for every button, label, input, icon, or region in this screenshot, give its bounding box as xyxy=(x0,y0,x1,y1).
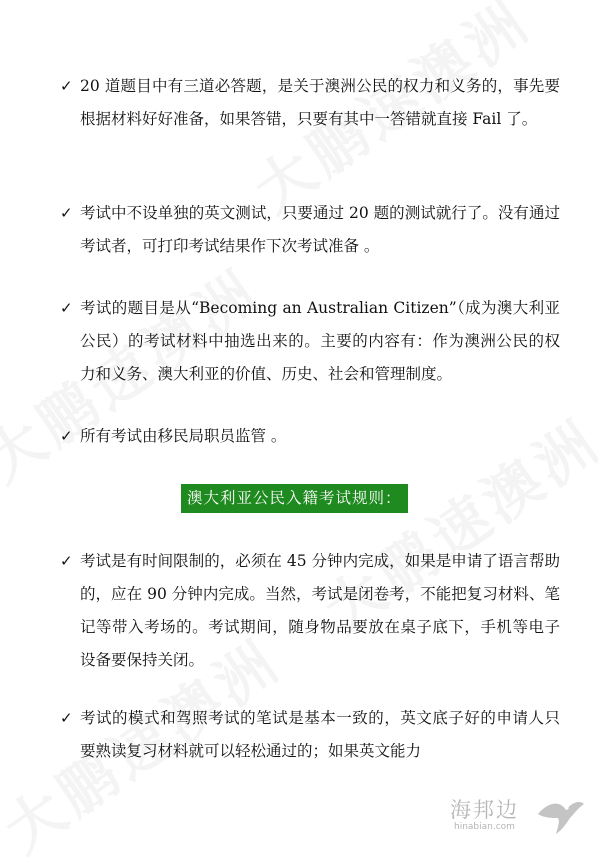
checkmark-icon: ✓ xyxy=(60,709,73,727)
bullet-item xyxy=(60,70,560,136)
bullet-text: 所有考试由移民局职员监管 。 xyxy=(80,427,287,445)
bird-icon xyxy=(536,794,586,836)
bullet-item xyxy=(60,292,560,391)
bullet-text: 考试的题目是从“Becoming an Australian Citizen”（成为澳大利亚公民）的考试材料中抽选出来的。主要的内容有：作为澳洲公民的权力和义务、澳大利亚的价值、历史、社会和管理制度。 xyxy=(80,299,560,383)
bullet-text: 20 道题目中有三道必答题，是关于澳洲公民的权力和义务的，事先要根据材料好好准备，如果答错，只要有其中一答错就直接 Fail 了。 xyxy=(80,77,560,128)
logo-url: hinabian.com xyxy=(454,822,515,832)
bullet-text: 考试中不设单独的英文测试，只要通过 20 题的测试就行了。没有通过考试者，可打印考试结果作下次考试准备 。 xyxy=(80,204,560,255)
section-heading: 澳大利亚公民入籍考试规则： xyxy=(181,484,408,513)
checkmark-icon: ✓ xyxy=(60,552,73,570)
bullet-item xyxy=(60,197,560,263)
bullet-text: 考试是有时间限制的，必须在 45 分钟内完成，如果是申请了语言帮助的，应在 90 分钟内完成。当然，考试是闭卷考，不能把复习材料、笔记等带入考场的。考试期间，随身物品要放在桌子底下，手机等电子设备要保持关闭。 xyxy=(80,552,560,669)
logo-name: 海邦边 xyxy=(450,798,519,822)
checkmark-icon: ✓ xyxy=(60,77,73,95)
bullet-item xyxy=(60,545,560,677)
site-logo xyxy=(448,792,588,840)
checkmark-icon: ✓ xyxy=(60,427,73,445)
bullet-item xyxy=(60,420,560,453)
bullet-text: 考试的模式和驾照考试的笔试是基本一致的，英文底子好的申请人只要熟读复习材料就可以轻松通过的；如果英文能力 xyxy=(80,709,560,760)
checkmark-icon: ✓ xyxy=(60,299,73,317)
checkmark-icon: ✓ xyxy=(60,204,73,222)
bullet-item xyxy=(60,702,560,768)
